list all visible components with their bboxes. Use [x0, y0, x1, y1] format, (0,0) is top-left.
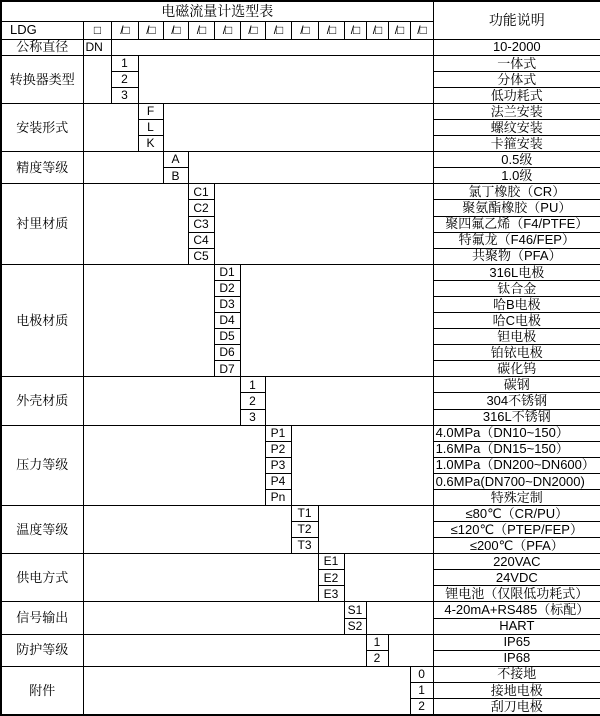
- code-box: □: [83, 21, 111, 39]
- option-code-cell: C1: [188, 184, 214, 200]
- option-code-cell: S1: [344, 602, 366, 618]
- code-slot-box: /□: [410, 21, 433, 39]
- option-code-cell: P2: [265, 441, 291, 457]
- option-code-cell: P4: [265, 473, 291, 489]
- desc-cell: 316L电极: [433, 264, 600, 280]
- option-code-cell: P1: [265, 425, 291, 441]
- code-slot-box: /□: [240, 21, 265, 39]
- option-code-cell: E2: [318, 570, 344, 586]
- category-label: 温度等级: [1, 505, 83, 553]
- desc-cell: 法兰安装: [433, 104, 600, 120]
- code-slot-box: /□: [291, 21, 318, 39]
- option-code-cell: T3: [291, 538, 318, 554]
- gap-cell: [318, 505, 433, 553]
- desc-cell: 10-2000: [433, 39, 600, 55]
- option-code-cell: D1: [214, 264, 240, 280]
- desc-cell: 低功耗式: [433, 87, 600, 103]
- option-code-cell: C5: [188, 248, 214, 264]
- page-title: 电磁流量计选型表: [1, 1, 433, 21]
- option-code-cell: C2: [188, 200, 214, 216]
- desc-cell: 分体式: [433, 71, 600, 87]
- option-code-cell: L: [138, 120, 163, 136]
- model-prefix: LDG: [1, 21, 83, 39]
- option-code-cell: F: [138, 104, 163, 120]
- desc-cell: 聚四氟乙烯（F4/PTFE）: [433, 216, 600, 232]
- option-code-cell: 1: [410, 682, 433, 698]
- table-row: [1, 505, 600, 521]
- option-code-cell: D3: [214, 296, 240, 312]
- code-slot-box: /□: [111, 21, 138, 39]
- code-slot-box: /□: [138, 21, 163, 39]
- option-code-cell: 3: [111, 87, 138, 103]
- code-slot-box: /□: [344, 21, 366, 39]
- option-code-cell: K: [138, 136, 163, 152]
- option-code-cell: B: [163, 168, 188, 184]
- category-label: 信号输出: [1, 602, 83, 634]
- desc-cell: 304不锈钢: [433, 393, 600, 409]
- option-code-cell: D6: [214, 345, 240, 361]
- gap-cell: [344, 554, 433, 602]
- desc-cell: 1.0MPa（DN200~DN600）: [433, 457, 600, 473]
- desc-cell: 0.6MPa(DN700~DN2000): [433, 473, 600, 489]
- desc-cell: 0.5级: [433, 152, 600, 168]
- diameter-code: DN: [83, 39, 111, 55]
- gap-cell: [188, 152, 433, 184]
- option-code-cell: D2: [214, 280, 240, 296]
- gap-cell: [240, 264, 433, 377]
- category-label: 防护等级: [1, 634, 83, 666]
- option-code-cell: 1: [240, 377, 265, 393]
- desc-cell: 1.0级: [433, 168, 600, 184]
- desc-cell: 钛合金: [433, 280, 600, 296]
- option-code-cell: 2: [410, 698, 433, 715]
- option-code-cell: 0: [410, 666, 433, 682]
- code-slot-box: /□: [366, 21, 388, 39]
- desc-cell: 卡箍安装: [433, 136, 600, 152]
- gap-cell: [388, 634, 433, 666]
- option-code-cell: A: [163, 152, 188, 168]
- category-label: 安装形式: [1, 104, 83, 152]
- gap-cell: [138, 55, 433, 103]
- desc-cell: 4-20mA+RS485（标配）: [433, 602, 600, 618]
- desc-cell: 24VDC: [433, 570, 600, 586]
- category-label: 压力等级: [1, 425, 83, 505]
- desc-cell: IP68: [433, 650, 600, 666]
- table-row: [1, 666, 600, 682]
- table-row: [1, 425, 600, 441]
- desc-cell: ≤80℃（CR/PU）: [433, 505, 600, 521]
- gap-cell: [163, 104, 433, 152]
- gap-cell: [83, 505, 291, 553]
- category-label: 转换器类型: [1, 55, 83, 103]
- gap-cell: [83, 554, 318, 602]
- category-label: 衬里材质: [1, 184, 83, 264]
- option-code-cell: D7: [214, 361, 240, 377]
- category-label: 电极材质: [1, 264, 83, 377]
- table-row: [1, 264, 600, 280]
- desc-cell: 特殊定制: [433, 489, 600, 505]
- code-slot-box: /□: [163, 21, 188, 39]
- selection-table-body: [1, 1, 600, 715]
- desc-cell: 哈B电极: [433, 296, 600, 312]
- gap-cell: [83, 425, 265, 505]
- gap-cell: [111, 39, 433, 55]
- table-row: [1, 1, 600, 21]
- table-row: [1, 152, 600, 168]
- desc-cell: 碳化钨: [433, 361, 600, 377]
- gap-cell: [83, 634, 366, 666]
- option-code-cell: T2: [291, 522, 318, 538]
- option-code-cell: 1: [111, 55, 138, 71]
- desc-cell: 1.6MPa（DN15~150）: [433, 441, 600, 457]
- desc-cell: 不接地: [433, 666, 600, 682]
- desc-cell: 钽电极: [433, 329, 600, 345]
- desc-cell: 哈C电极: [433, 313, 600, 329]
- option-code-cell: C3: [188, 216, 214, 232]
- option-code-cell: 2: [240, 393, 265, 409]
- gap-cell: [83, 55, 111, 103]
- category-label: 外壳材质: [1, 377, 83, 425]
- table-row: [1, 377, 600, 393]
- gap-cell: [265, 377, 433, 425]
- desc-cell: ≤200℃（PFA）: [433, 538, 600, 554]
- desc-cell: IP65: [433, 634, 600, 650]
- function-column-header: 功能说明: [433, 1, 600, 39]
- desc-cell: 316L不锈钢: [433, 409, 600, 425]
- gap-cell: [83, 184, 188, 264]
- desc-cell: 4.0MPa（DN10~150）: [433, 425, 600, 441]
- option-code-cell: D4: [214, 313, 240, 329]
- code-slot-box: /□: [214, 21, 240, 39]
- table-row: [1, 184, 600, 200]
- desc-cell: 共聚物（PFA）: [433, 248, 600, 264]
- option-code-cell: Pn: [265, 489, 291, 505]
- gap-cell: [83, 602, 344, 634]
- desc-cell: 锂电池（仅限低功耗式）: [433, 586, 600, 602]
- option-code-cell: S2: [344, 618, 366, 634]
- option-code-cell: 3: [240, 409, 265, 425]
- option-code-cell: C4: [188, 232, 214, 248]
- table-row: [1, 634, 600, 650]
- code-slot-box: /□: [318, 21, 344, 39]
- category-label: 公称直径: [1, 39, 83, 55]
- option-code-cell: P3: [265, 457, 291, 473]
- option-code-cell: E3: [318, 586, 344, 602]
- table-row: [1, 602, 600, 618]
- desc-cell: HART: [433, 618, 600, 634]
- desc-cell: 螺纹安装: [433, 120, 600, 136]
- desc-cell: 特氟龙（F46/FEP）: [433, 232, 600, 248]
- option-code-cell: D5: [214, 329, 240, 345]
- category-label: 精度等级: [1, 152, 83, 184]
- desc-cell: 聚氨酯橡胶（PU）: [433, 200, 600, 216]
- table-row: [1, 554, 600, 570]
- gap-cell: [366, 602, 433, 634]
- desc-cell: 220VAC: [433, 554, 600, 570]
- gap-cell: [83, 104, 138, 152]
- gap-cell: [83, 666, 410, 715]
- gap-cell: [83, 377, 240, 425]
- desc-cell: 刮刀电极: [433, 698, 600, 715]
- option-code-cell: E1: [318, 554, 344, 570]
- option-code-cell: 1: [366, 634, 388, 650]
- desc-cell: 铂铱电极: [433, 345, 600, 361]
- gap-cell: [83, 264, 214, 377]
- table-row: [1, 104, 600, 120]
- desc-cell: 氯丁橡胶（CR）: [433, 184, 600, 200]
- option-code-cell: 2: [366, 650, 388, 666]
- gap-cell: [214, 184, 433, 264]
- desc-cell: ≤120℃（PTEP/FEP）: [433, 522, 600, 538]
- option-code-cell: 2: [111, 71, 138, 87]
- code-slot-box: /□: [188, 21, 214, 39]
- code-slot-box: /□: [388, 21, 410, 39]
- category-label: 供电方式: [1, 554, 83, 602]
- table-row: [1, 39, 600, 55]
- category-label: 附件: [1, 666, 83, 715]
- desc-cell: 接地电极: [433, 682, 600, 698]
- option-code-cell: T1: [291, 505, 318, 521]
- desc-cell: 一体式: [433, 55, 600, 71]
- desc-cell: 碳钢: [433, 377, 600, 393]
- code-slot-box: /□: [265, 21, 291, 39]
- gap-cell: [291, 425, 433, 505]
- table-row: [1, 55, 600, 71]
- gap-cell: [83, 152, 163, 184]
